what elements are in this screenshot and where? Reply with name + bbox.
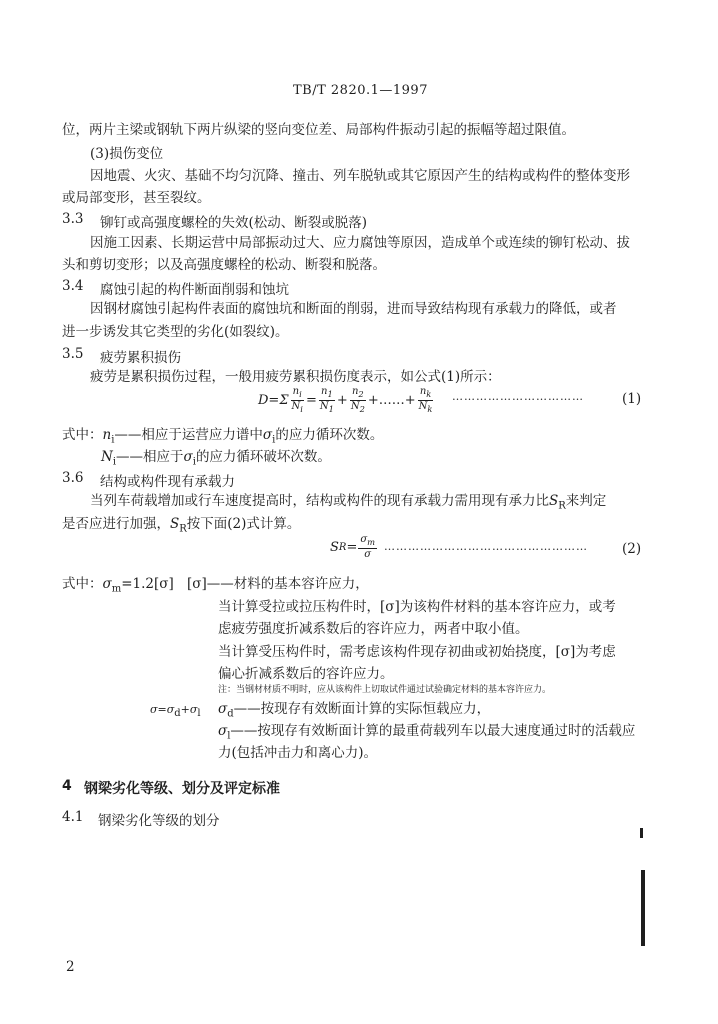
equation-1: D=Σ $\frac{n_i}{N_i}$ = $\frac{n_1}{N_1}$ + $\frac{n_2}{N_2}$ +……+ $\frac{n_k}{N_k}$	[258, 386, 433, 414]
equation-leader-dots: ……………………………	[452, 390, 584, 403]
text-line: 疲劳是累积损伤过程，一般用疲劳累积损伤度表示，如公式(1)所示：	[90, 369, 501, 385]
definition-line: $\sigma_l——$按现存有效断面计算的最重荷载列车以最大速度通过时的活载应	[218, 723, 636, 742]
eq2-fraction: $\frac{\sigma_m}{\sigma}$	[360, 534, 376, 560]
equation-number: (2)	[622, 541, 642, 557]
definition-line: $\sigma_d——$按现存有效断面计算的实际恒载应力，	[218, 701, 491, 720]
section-title: 疲劳累积损伤	[100, 350, 181, 366]
section-title: 钢梁劣化等级的划分	[98, 813, 220, 829]
text-line: 是否应进行加强，$S_R$按下面(2)式计算。	[62, 516, 301, 535]
equation-3: $\sigma=\sigma_d+\sigma_l$	[150, 703, 201, 720]
text-line: 当计算受拉或拉压构件时，[σ]为该构件材料的基本容许应力，或考	[218, 599, 616, 615]
text-line: 或局部变形，甚至裂纹。	[62, 190, 211, 206]
text-line: 力(包括冲击力和离心力)。	[218, 745, 378, 761]
equation-2: S R = $\frac{\sigma_m}{\sigma}$	[330, 534, 376, 560]
section-number: 3.3	[62, 211, 84, 227]
chapter-number: 4	[62, 778, 72, 794]
page-number: 2	[66, 959, 75, 975]
text-line: 因钢材腐蚀引起构件表面的腐蚀坑和断面的削弱，进而导致结构现有承载力的降低，或者	[90, 301, 617, 317]
definition-line: 式中：$n_i——$相应于运营应力谱中$\sigma_i$的应力循环次数。	[62, 427, 384, 446]
text-line: 偏心折减系数后的容许应力。	[218, 666, 394, 682]
text-line: 进一步诱发其它类型的劣化(如裂纹)。	[62, 324, 289, 340]
text-line: 当列车荷载增加或行车速度提高时，结构或构件的现有承载力需用现有承力比$S_R$来判定	[90, 493, 607, 512]
section-title: 结构或构件现有承载力	[100, 474, 235, 490]
definition-line: [σ]——材料的基本容许应力，	[187, 576, 369, 592]
standard-code-header: TB/T 2820.1—1997	[293, 83, 428, 98]
section-number: 3.4	[62, 278, 84, 294]
text-line: 头和剪切变形；以及高强度螺栓的松动、断裂和脱落。	[62, 257, 386, 273]
definition-line: 式中：$\sigma_m=1.2[\sigma]$	[62, 576, 174, 595]
section-number: 4.1	[62, 809, 84, 825]
equation-leader-dots: ……………………………………………	[384, 540, 588, 553]
scan-mark	[641, 870, 645, 946]
definition-line: $N_i——$相应于$\sigma_i$的应力循环破坏次数。	[101, 449, 331, 468]
eq1-fraction: $\frac{n_1}{N_1}$	[319, 386, 334, 414]
eq1-fraction: $\frac{n_k}{N_k}$	[418, 386, 433, 414]
eq1-fraction: $\frac{n_2}{N_2}$	[350, 386, 365, 414]
eq1-fraction: $\frac{n_i}{N_i}$	[291, 386, 303, 414]
eq1-lhs: D=Σ	[258, 393, 289, 408]
list-item-label: (3)损伤变位	[90, 146, 164, 162]
note-line: 注：当钢材材质不明时，应从该构件上切取试件通过试验确定材料的基本容许应力。	[218, 685, 552, 695]
section-number: 3.6	[62, 470, 84, 486]
scan-mark	[640, 828, 643, 838]
text-line: 当计算受压构件时，需考虑该构件现存初曲或初始挠度，[σ]为考虑	[218, 644, 616, 660]
text-line: 位，两片主梁或钢轨下两片纵梁的竖向变位差、局部构件振动引起的振幅等超过限值。	[62, 122, 575, 138]
text-line: 因施工因素、长期运营中局部振动过大、应力腐蚀等原因，造成单个或连续的铆钉松动、拔	[90, 235, 630, 251]
text-line: 虑疲劳强度折减系数后的容许应力，两者中取小值。	[218, 621, 529, 637]
text-line: 因地震、火灾、基础不均匀沉降、撞击、列车脱轨或其它原因产生的结构或构件的整体变形	[90, 168, 630, 184]
equation-number: (1)	[622, 391, 642, 407]
chapter-title: 钢梁劣化等级、划分及评定标准	[84, 781, 280, 797]
section-title: 腐蚀引起的构件断面削弱和蚀坑	[100, 282, 289, 298]
section-number: 3.5	[62, 346, 84, 362]
section-title: 铆钉或高强度螺栓的失效(松动、断裂或脱落)	[100, 215, 368, 231]
